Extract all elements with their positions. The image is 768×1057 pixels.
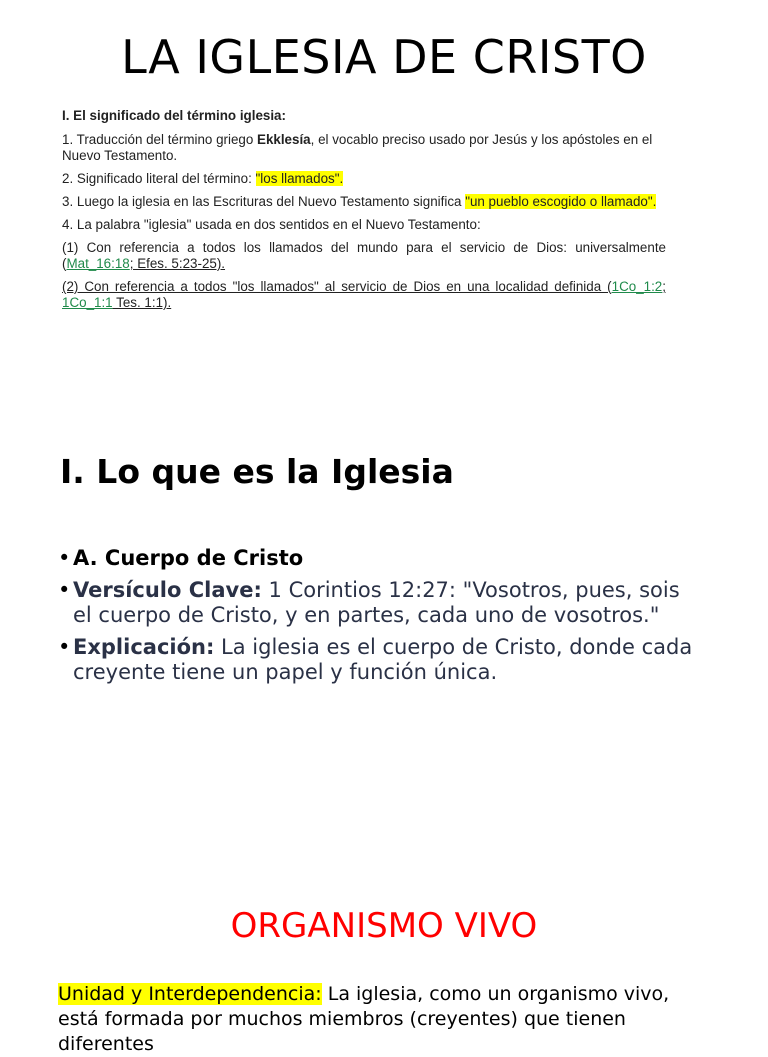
ref-link-mat-16-18[interactable]: Mat_16:18 (66, 256, 130, 271)
notes-subitem-1-tail: ; Efes. 5:23-25). (129, 256, 226, 271)
notes-term-ekklesia: Ekklesía (257, 132, 311, 147)
unidad-highlight: Unidad y Interdependencia: (58, 983, 322, 1005)
bullet-text: 1 Corintios 12:27: "Vosotros, pues, sois el cuerpo de Cristo, y en partes, cada uno de vosotros." (73, 578, 680, 627)
organismo-vivo-heading: ORGANISMO VIVO (230, 906, 538, 946)
bullet-item-versiculo (58, 578, 698, 628)
notes-item-2-text: 2. Significado literal del término: (62, 171, 256, 186)
ref-link-1co-1-2[interactable]: 1Co_1:2 (611, 279, 663, 294)
ref-link-1co-1-1[interactable]: 1Co_1:1 (62, 295, 113, 310)
notes-item-1-tail: , el vocablo preciso usado por Jesús y los apóstoles en el Nuevo Testamento. (62, 132, 653, 163)
notes-subitem-1-text: (1) Con referencia a todos los llamados del mundo para el servicio de Dios: universalmente ( (62, 240, 666, 271)
notes-highlight-llamados: "los llamados". (255, 171, 344, 186)
notes-item-3-text: 3. Luego la iglesia en las Escrituras del Nuevo Testamento significa (62, 194, 466, 209)
notes-item-3 (62, 194, 666, 210)
bullet-text: La iglesia es el cuerpo de Cristo, donde cada creyente tiene un papel y función única. (73, 635, 693, 684)
bullet-icon: • (58, 635, 71, 659)
bullet-label: A. Cuerpo de Cristo (73, 546, 304, 570)
notes-item-1-text: 1. Traducción del término griego (62, 132, 258, 147)
bullet-label: Explicación: (73, 635, 215, 659)
bullet-label: Versículo Clave: (73, 578, 262, 602)
notes-heading: I. El significado del término iglesia: (62, 108, 286, 123)
section-title: I. Lo que es la Iglesia (60, 452, 454, 491)
unidad-paragraph (58, 982, 708, 1057)
page-title: LA IGLESIA DE CRISTO (121, 30, 647, 84)
bullet-item-cuerpo (58, 546, 698, 571)
notes-item-4: 4. La palabra "iglesia" usada en dos sentidos en el Nuevo Testamento: (62, 217, 481, 232)
bullet-item-explicacion (58, 635, 698, 685)
notes-item-1 (62, 132, 666, 164)
notes-subitem-1 (62, 240, 666, 272)
unidad-text: La iglesia, como un organismo vivo, está formada por muchos miembros (creyentes) que tienen diferentes (58, 983, 670, 1055)
notes-highlight-pueblo: "un pueblo escogido o llamado". (465, 194, 657, 209)
notes-subitem-2-text: (2) Con referencia a todos "los llamados" al servicio de Dios en una localidad definida ( (62, 279, 612, 294)
bullet-icon: • (58, 546, 71, 570)
term-notes (62, 108, 666, 318)
notes-subitem-2 (62, 279, 666, 311)
notes-item-2 (62, 171, 666, 187)
bullet-list (58, 546, 698, 692)
notes-ref-separator: ; (662, 279, 666, 294)
notes-subitem-2-tail: Tes. 1:1). (112, 295, 172, 310)
bullet-icon: • (58, 578, 71, 602)
